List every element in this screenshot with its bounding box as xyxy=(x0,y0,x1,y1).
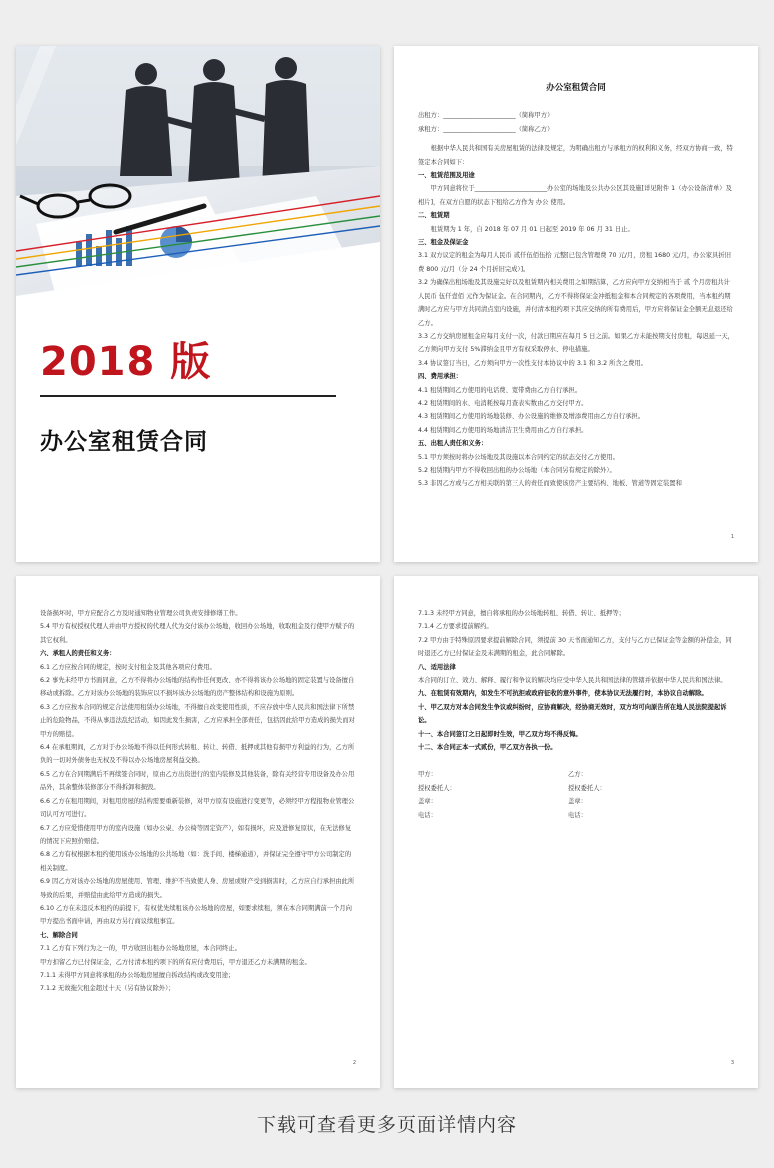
text-line: 3.2 为确保出租场地及其设施完好以及租赁期内相关费用之如期结算，乙方应向甲方交纳相当于 贰 个月房租共计人民币 伍仟壹佰 元作为保证金。在合同期内，乙方不得将保证金冲抵租金和本合同规定的各项费用，当本租约期满时乙方应与甲方共同清点室内设施，并付清本租约项下其应交纳的所有费用后，甲方应将保证金全额无息退还给乙方。 xyxy=(418,279,733,327)
text-line: 承租方：_______________________（简称乙方） xyxy=(418,125,554,133)
text-line: 5.2 租赁期内甲方不得收回出租的办公场地（本合同另有规定的除外）。 xyxy=(418,466,616,474)
signature-field: 乙方： xyxy=(568,771,587,779)
text-line: 九、在租赁有效期内，如发生不可抗拒或政府征收的意外事件，使本协议无法履行时，本协议自动解除。 xyxy=(418,690,708,698)
contract-page-1 xyxy=(394,46,758,562)
text-line: 一、租赁范围及用途 xyxy=(418,172,475,180)
signature-row xyxy=(418,768,734,781)
page-3-body xyxy=(418,607,734,822)
text-line: 5.3 非因乙方或与乙方相关联的第三人的责任而致使该房产主要结构、地板、管道等固定装置和 xyxy=(418,480,682,488)
signature-field: 电话： xyxy=(568,811,587,819)
text-line: 十、甲乙双方对本合同发生争议或纠纷时，应协商解决，经协商无效时，双方均可向原告所在地人民法院提起诉讼。 xyxy=(418,703,727,725)
page-2-lines xyxy=(40,607,356,996)
cover-page xyxy=(16,46,380,562)
text-line: 甲方扣留乙方已付保证金，乙方付清本租约项下的所有应付费用后，甲方退还乙方未满期的租金。 xyxy=(40,958,311,966)
page-1-body xyxy=(418,82,734,491)
text-line: 十一、本合同签订之日起即时生效，甲乙双方均不得反悔。 xyxy=(418,730,582,738)
text-line: 5.4 甲方有权授权代理人并由甲方授权的代理人代为交付该办公场地，收回办公场地，收取租金及行使甲方赋予的其它权利。 xyxy=(40,623,355,644)
contract-page-3 xyxy=(394,576,758,1088)
signature-row xyxy=(418,809,734,822)
signature-field: 授权委托人： xyxy=(568,784,606,792)
text-line: 八、适用法律 xyxy=(418,663,456,671)
text-line: 7.2 甲方由于特殊原因要求提前解除合同，须提前 30 天书面通知乙方，支付与乙方已保证金等金额的补偿金，同时退还乙方已付保证金及未满期的租金，此合同解除。 xyxy=(418,636,732,658)
signature-field: 盖章： xyxy=(418,798,437,806)
signature-field: 甲方： xyxy=(418,771,437,779)
contract-title: 办公室租赁合同 xyxy=(546,83,606,93)
text-line: 7.1.4 乙方要求提前解约。 xyxy=(418,623,493,631)
text-line: 十二、本合同正本一式贰份，甲乙双方各执一份。 xyxy=(418,744,557,752)
cover-title: 办公室租赁合同 xyxy=(40,429,208,455)
text-line: 六、承租人的责任和义务： xyxy=(40,650,116,658)
text-line: 出租方：_______________________（简称甲方） xyxy=(418,112,554,120)
text-line: 租赁期为 1 年，自 2018 年 07 月 01 日起至 2019 年 06 月 31 日止。 xyxy=(418,225,634,233)
text-line: 4.3 租赁期间乙方使用的场地装修、办公设施的维修及增添费用由乙方自行承担。 xyxy=(418,413,645,421)
cover-year: 2018 版 xyxy=(40,339,212,385)
text-line: 7.1.2 无故拖欠租金超过十天（另有协议除外）； xyxy=(40,985,175,993)
text-line: 二、租赁期 xyxy=(418,212,450,220)
text-line: 五、出租人责任和义务： xyxy=(418,440,488,448)
text-line: 7.1.3 未经甲方同意，擅自将承租的办公场地转租、转借、转让、抵押等； xyxy=(418,610,625,617)
cover-divider xyxy=(40,395,336,397)
text-line: 6.10 乙方在未违反本租约的前提下，有权优先续租该办公场地的房屋，如要求续租，须在本合同期满前一个月向甲方提出书面申请，再由双方另行商议续租事宜。 xyxy=(40,904,352,926)
text-line: 6.5 乙方在合同期满后不再续签合同时，原由乙方出资进行的室内装修及其他装备，除有关经营专用设备及办公用品外，其余整体装修部分不得拆卸和损毁。 xyxy=(40,770,355,792)
text-line: 三、租金及保证金 xyxy=(418,239,469,247)
text-line: 6.9 因乙方对该办公场地的房屋使用、管理、维护不当致使人身、房屋或财产受到损害时，乙方应自行承担由此所导致的后果，并赔偿由此给甲方造成的损失。 xyxy=(40,878,355,899)
signature-field: 授权委托人： xyxy=(418,784,456,792)
page-number: 2 xyxy=(352,1060,356,1066)
text-line: 4.2 租赁期间的水、电消耗按每月查表实数由乙方交付甲方。 xyxy=(418,399,588,407)
download-footer[interactable]: 下载可查看更多页面详情内容 xyxy=(256,1114,517,1136)
page-3-lines xyxy=(418,607,734,754)
contract-page-2 xyxy=(16,576,380,1088)
signature-row xyxy=(418,795,734,808)
text-line: 甲方同意将位于_______________________办公室的场地及公共办公区其设施[详见附件 1（办公设备清单）及相片]，在双方自愿的状态下租给乙方作为 办公 使用。 xyxy=(418,185,732,206)
text-line: 6.8 乙方有权根据本租约使用该办公场地的公共场地（如：洗手间、楼梯通道），并保证完全遵守甲方公司制定的相关制度。 xyxy=(40,851,352,872)
text-line: 4.4 租赁期间乙方使用的场地清洁卫生费用由乙方自行承担。 xyxy=(418,426,588,434)
text-line: 七、解除合同 xyxy=(40,931,78,939)
text-line: 7.1.1 未得甲方同意将承租的办公场地房屋擅自拆改结构或改变用途； xyxy=(40,971,235,979)
text-line: 本合同的订立、效力、解释、履行和争议的解决均应受中华人民共和国法律的管辖并依据中华人民共和国法律。 xyxy=(418,677,727,685)
signature-block xyxy=(418,768,734,822)
text-line: 根据中华人民共和国有关房屋租赁的法律及规定，为明确出租方与承租方的权利和义务，经双方协商一致，特签定本合同如下： xyxy=(418,145,733,166)
text-line: 6.7 乙方应爱惜使用甲方的室内设施（如办公桌、办公椅等固定资产），如有损坏，应及进修复原状，在无法修复的情况下应照价赔偿。 xyxy=(40,824,352,845)
page-number: 1 xyxy=(730,534,734,540)
text-line: 6.6 乙方在租用期间，对租用房屋的结构需要重新装修，对甲方原有设施进行变更等，必须经甲方程报物业管理公司认可方可进行。 xyxy=(40,797,355,819)
signature-field: 盖章： xyxy=(568,798,587,806)
text-line: 6.3 乙方应按本合同的规定合法使用租赁办公场地，不得擅自改变使用性质，不应存放中华人民共和国法律下所禁止的危险物品，不得从事违法乱纪活动，如因此发生损害，乙方应承担全部责任，包括因此给甲方造成的损失而对甲方的赔偿。 xyxy=(40,703,355,738)
signature-field: 电话： xyxy=(418,811,437,819)
page-number: 3 xyxy=(730,1060,734,1066)
text-line: 4.1 租赁期间乙方使用的电话费、宽带费由乙方自行承担。 xyxy=(418,386,582,394)
text-line: 四、费用承担： xyxy=(418,373,463,381)
text-line: 3.3 乙方交纳房屋租金应每月支付一次，付款日期应在每月 5 日之前。如果乙方未能按期支付房租，每迟延一天，乙方须向甲方支付 5%滞纳金且甲方有权采取停水、停电措施。 xyxy=(418,332,734,354)
page-1-lines xyxy=(418,109,734,490)
text-line: 6.4 在承租期间，乙方对于办公场地不得以任何形式转租、转让、转借、抵押或其他有损甲方利益的行为，乙方所负的一切对外债务也无权及不得以办公场地房屋利益交换。 xyxy=(40,744,355,765)
signature-row xyxy=(418,782,734,795)
text-line: 6.1 乙方应按合同的规定，按时支付租金及其他各项应付费用。 xyxy=(40,663,216,671)
text-line: 3.1 双方议定的租金为每月人民币 贰仟伍佰伍拾 元整[已包含管理费 70 元/月，房租 1680 元/月，办公家具折旧费 800 元/月（分 24 个月折旧完成）]。 xyxy=(418,252,731,273)
page-2-body xyxy=(40,607,356,996)
text-line: 7.1 乙方有下列行为之一的，甲方收回出租办公场地房屋，本合同终止。 xyxy=(40,945,241,953)
text-line: 6.2 事先未经甲方书面同意，乙方不得将办公场地的结构作任何更改、亦不得将该办公场地的固定装置与设备擅自移动或拆除。乙方对该办公场地的装饰应以不损坏该办公场地的房产整体结构和设施为原则。 xyxy=(40,677,355,698)
cover-photo xyxy=(16,46,380,296)
text-line: 设备损坏时，甲方应配合乙方及时通知物业管理公司负责安排修缮工作。 xyxy=(40,610,242,617)
text-line: 3.4 协议签订当日，乙方须向甲方一次性支付本协议中的 3.1 和 3.2 所含之费用。 xyxy=(418,359,647,367)
text-line: 5.1 甲方须按时将办公场地及其设施以本合同约定的状态交付乙方使用。 xyxy=(418,453,619,461)
